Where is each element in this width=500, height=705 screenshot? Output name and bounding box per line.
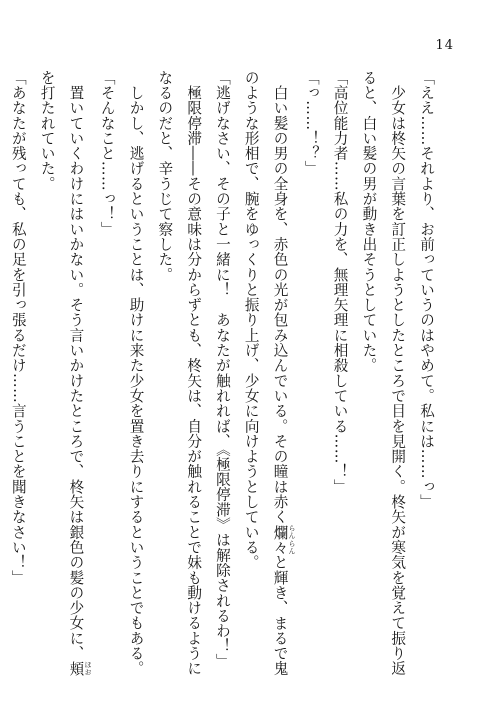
vertical-text-body <box>9 70 440 677</box>
text-line: ると、白い髪の男が動き出そうとしていた。 <box>360 70 378 373</box>
text-line: 極限停滞――その意味は分からずとも、柊矢は、自分が触れることで妹も動けるように <box>185 70 203 676</box>
text-line: 「逃げなさい、その子と一緒に！ あなたが触れれば、《極限停滞》は解除されるわ！」 <box>213 70 231 669</box>
ruby-annotation: 爛々 らんらん <box>271 524 297 555</box>
ruby-reading: らんらん <box>288 524 297 555</box>
text-line: 白い髪の男の全身を、赤色の光が包み込んでいる。その瞳は赤く爛々 らんらんと輝き、まるで鬼 <box>271 70 297 677</box>
text-line <box>0 70 3 670</box>
page-number: 14 <box>435 38 454 53</box>
text-line: 「っ……！？」 <box>302 70 320 177</box>
text-line: のような形相で、腕をゆっくりと振り上げ、少女に向けようとしている。 <box>242 70 260 570</box>
text-line: 「そんなこと……っ！」 <box>98 70 116 237</box>
text-line: しかし、逃げるということは、助けに来た少女を置き去りにするということでもある。 <box>127 70 145 676</box>
text-line: を打たれていた。 <box>38 70 56 192</box>
text-line: なるのだと、辛うじて察した。 <box>156 70 174 283</box>
text-line: 置いていくわけにはいかない。そう言いかけたところで、柊矢は銀色の髪の少女に、頬 ほお <box>67 70 92 677</box>
text-line: 少女は柊矢の言葉を訂正しようとしたところで目を見開く。柊矢が寒気を覚えて振り返 <box>389 70 407 676</box>
text-line: 「あなたが残っても、私の足を引っ張るだけ……言うことを聞きなさい！」 <box>9 70 27 586</box>
ruby-annotation: 頬 ほお <box>67 660 92 677</box>
text-line: 「ええ……それより、お前っていうのはやめて。私には……っ」 <box>418 70 435 510</box>
text-line: 「高位能力者……私の力を、無理矢理に相殺している……！」 <box>331 70 349 495</box>
ruby-reading: ほお <box>83 660 92 676</box>
